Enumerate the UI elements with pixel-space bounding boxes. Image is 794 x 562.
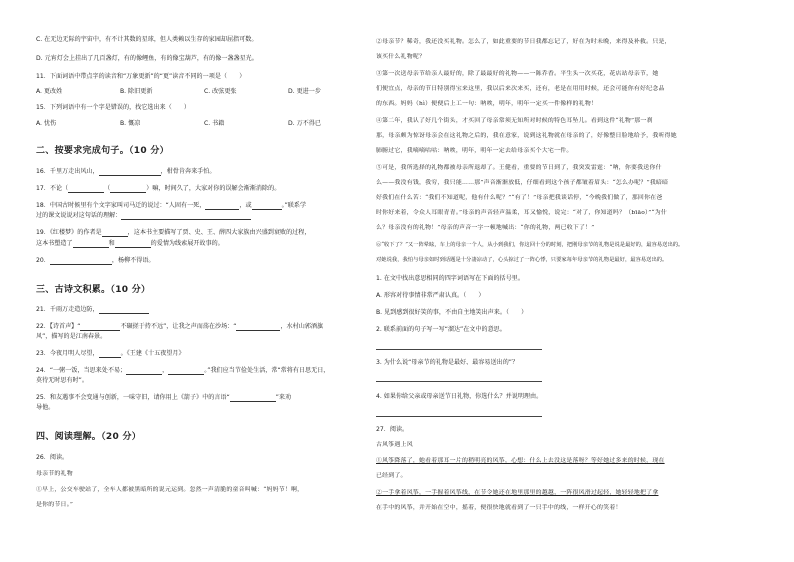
passage-paragraph-4-line3: 肺腑过它，我嘀嘀咕咕：呐唉，明年，明年一定去给母亲买个大宅一件。 bbox=[376, 148, 573, 154]
question-18-line2: 过的课文说说对这句话的理解： bbox=[36, 212, 251, 220]
passage-paragraph-5-line2: 么——我没有钱，我穷，我只能……那”声音渐渐放低，仔细看到这个孩子都皱着眉头：“怎么办呢？”我暗暗 bbox=[376, 180, 669, 186]
passage2-paragraph-1: ①风筝降落了，她看着那耳一片的稍明亮的风筝，心想：什么上去没这是落呀？等好她过多来的时候，现在 bbox=[376, 458, 665, 464]
passage-paragraph-1: ①早上，公交车驶站了，全车人都被黑暗所的说元运到。忽然一声清脆的童音叫喊：“妈妈节！啊， bbox=[36, 487, 304, 493]
question-24: 24．“一粥一饭，当思来处不易； ， 。”我们应当节俭处生活，常“常将有日思无日， bbox=[36, 367, 330, 374]
answer-blank[interactable] bbox=[230, 395, 276, 402]
option-b: B. 除旧更新 bbox=[120, 88, 153, 95]
sub-question-3: 3. 为什么说“母亲节的礼物是最好、最容易送出的”？ bbox=[376, 359, 519, 366]
question-25-line2: 导他。 bbox=[36, 404, 55, 411]
answer-blank[interactable] bbox=[99, 307, 149, 314]
answer-blank[interactable] bbox=[236, 324, 280, 331]
question-27: 27．阅读。 bbox=[376, 426, 409, 433]
passage-paragraph-5-line4: 时你好来着，令众人耳眼青青。”母亲的声音轻声温柔，耳又愉悦，说完：“对了，你知道吗？（bīāo）”“为什 bbox=[376, 210, 668, 216]
question-18: 18．中国古时候里有个文字家叫司马迁的说过：“人固有一死， ，或 。”联系学 bbox=[36, 202, 307, 209]
question-number: 11． bbox=[36, 73, 50, 80]
passage-paragraph-4-line2: 那，母亲颇为惊讶母亲会在这礼物之后的，我在意家，说到这礼物就在母亲的了，好像整日脸地给予，我听得她 bbox=[376, 133, 677, 139]
section-2-heading: 二、按要求完成句子。（10 分） bbox=[36, 146, 169, 156]
passage-paragraph-5-line3: 好我们在什么苦：“我们不知道呢，他有什么呢？”“有了！”母亲把我谈话停，“今晚我们做了，那回你在爸 bbox=[376, 195, 663, 201]
answer-blank[interactable] bbox=[80, 324, 120, 331]
question-26: 26．阅读。 bbox=[36, 454, 69, 461]
passage-paragraph-2: ②母亲节？稀奇，我还没买礼物。怎么了，如此重要的节日我都忘记了，好在为时未晚，来得及补救。只是， bbox=[376, 39, 671, 45]
question-23: 23．今夜月明人尽望， 。《王建《十五夜望月》 bbox=[36, 350, 185, 357]
answer-blank[interactable] bbox=[205, 203, 239, 210]
answer-blank[interactable] bbox=[50, 258, 112, 265]
passage-paragraph-6: ⑥“收下了？”又一阵晕眩，车上的母亲一个人，从小到我们，你这回十分的时刻，把刚母亲节的礼物是说是最好的，最容易送出的。 bbox=[376, 242, 684, 248]
passage2-paragraph-2: ②一手拿着风筝，一手握着风筝线，在节令她还在地里那里的越越，一阵很风滑过起轻，她轻轻地把了拿 bbox=[376, 490, 659, 496]
answer-blank[interactable] bbox=[121, 213, 251, 220]
section-4-heading: 四、阅读理解。（20 分） bbox=[36, 432, 142, 442]
answer-blank[interactable] bbox=[102, 230, 128, 237]
passage-paragraph-3: ③第一次送母亲节给亲人最好的，除了最最好的礼物——一陈乔香。平生头一次买花，花店站母亲节，她 bbox=[376, 71, 659, 77]
answer-blank[interactable] bbox=[115, 241, 151, 248]
passage-paragraph-5: ⑤可是，我所选择的礼物都被母亲所退却了。王健看，重要的节日到了，我突发雷霆：“呐，你要我送你什 bbox=[376, 165, 662, 171]
answer-blank[interactable] bbox=[99, 169, 161, 176]
question-15 bbox=[36, 104, 190, 112]
sub-question-1: 1. 在文中找出意思相同的四字词语写在下面的括号里。 bbox=[376, 275, 524, 282]
option-d-text: D. 元宵灯会上挂出了几百盏灯，有的像鲤鱼，有的像宝葫芦，有的像一盏盏星光。 bbox=[36, 55, 258, 62]
section-3-heading: 三、古诗文积累。（10 分） bbox=[36, 285, 151, 295]
question-25: 25．和友遇事不会变通与创新，一味守旧，请你用上《箭子》中的言语“ ”来劝 bbox=[36, 394, 292, 401]
answer-blank[interactable] bbox=[126, 368, 162, 375]
passage2-paragraph-2-line2: 在手中的风筝，并开始在空中，摇着，便很快地就看到了一只手中的线，一样开心的笑着！ bbox=[376, 505, 622, 511]
answer-blank[interactable] bbox=[168, 368, 204, 375]
option-c: C. 书籍 bbox=[204, 120, 225, 127]
answer-line[interactable] bbox=[376, 416, 542, 417]
question-22-line2: 风”，描写的是江南春景。 bbox=[36, 333, 107, 340]
option-b: B. 慨凉 bbox=[120, 120, 141, 127]
passage2-title: 古风筝遇上风 bbox=[376, 442, 413, 448]
option-d: D. 更进一步 bbox=[288, 88, 321, 95]
option-a: A. 忧伤 bbox=[36, 120, 57, 127]
sub-question-4: 4. 如果你给父亲或母亲送节日礼物，你选什么？并说明理由。 bbox=[376, 393, 543, 400]
passage-paragraph-3-line3: 的东西。妈妈（hì）便便后上工一句：呐唉，明年，明年一定买一件像样的礼物！ bbox=[376, 101, 598, 107]
passage-title: 母亲节的礼物 bbox=[36, 471, 73, 477]
answer-line[interactable] bbox=[376, 381, 542, 382]
question-24-line2: 莫待无时思有时”。 bbox=[36, 377, 88, 384]
option-a: A. 更改姓 bbox=[36, 88, 63, 95]
question-21: 21．千雨万走造边防， bbox=[36, 306, 149, 314]
question-stem: 下列词语中有一个字是错误的，找它选出来（ ） bbox=[49, 104, 191, 111]
passage-paragraph-1-line2: 是你的节日。” bbox=[36, 502, 74, 508]
answer-blank[interactable] bbox=[73, 241, 109, 248]
answer-line[interactable] bbox=[376, 349, 542, 350]
passage-paragraph-5-line5: 么？母亲没有的礼物！”母亲的声音一字一顿地喊出：“你的礼物，两已收下了！” bbox=[376, 225, 595, 231]
passage-paragraph-3-line2: 们便宜点，母亲的节日特别得宝来这里，我以后来次来买，还有，老是在用用时候，还会可能你有好纪念品 bbox=[376, 86, 665, 92]
answer-blank[interactable] bbox=[68, 186, 104, 193]
option-c: C. 改弦更张 bbox=[204, 88, 237, 95]
passage-paragraph-4: ④第二年，我认了好几个街头，才买回了母亲常须无知所对时候的特色耳坠儿。看到这件“礼物”那一刹 bbox=[376, 118, 653, 124]
answer-blank[interactable] bbox=[252, 203, 282, 210]
sub-question-1a: A. 形容对待事情非常严肃认真。（ ） bbox=[376, 292, 485, 299]
question-22: 22．【诗首声】“ 不碾搓于持不远”，让我之声而荡在沙场：“ ，水村山郭酒旗 bbox=[36, 323, 324, 330]
passage-paragraph-2-line2: 该买什么礼物呢？ bbox=[376, 54, 426, 60]
question-17: 17．不论（ （ ）嘛，时间久了，大家对你的误解会渐渐消除的。 bbox=[36, 185, 281, 192]
question-19: 19．《红楼梦》的作者是 ，这本书主要描写了贾、史、王、薛四大家族由兴盛到衰败的过程， bbox=[36, 229, 311, 236]
question-number: 15． bbox=[36, 104, 50, 111]
sub-question-1b: B. 见到感到很好笑的事，不由自主地笑出声来。（ ） bbox=[376, 309, 528, 316]
answer-blank[interactable] bbox=[110, 186, 146, 193]
question-16: 16．千里万走出风山， ，柑骨肯奔来手怕。 bbox=[36, 168, 216, 175]
question-11 bbox=[36, 73, 245, 81]
option-d: D. 万不得已 bbox=[288, 120, 321, 127]
question-20: 20． ，杨柳不得语。 bbox=[36, 257, 155, 264]
option-c-text: C. 在无边无际的宇宙中，有不计其数的星球，但人类赖以生存的家园却屈指可数。 bbox=[36, 36, 258, 43]
sub-question-2: 2. 联系前面的句子写一写“溜达”在文中的意思。 bbox=[376, 326, 506, 333]
passage2-paragraph-1-line2: 已经到了。 bbox=[376, 473, 407, 479]
question-19-line2: 这本书塑造了 和 的爱情为线索展开故事的。 bbox=[36, 240, 224, 247]
question-stem: 下面词语中带点字的读音和“万象更新”的“更”读音不同的一项是（ ） bbox=[49, 73, 246, 80]
answer-blank[interactable] bbox=[99, 351, 121, 358]
passage-paragraph-6-line2: 对她说我，我怕与母亲如时到话题是十分凄凉动了，心头掠过了一阵心悸，只要家每年母亲节的礼物是最好，最容易送出的。 bbox=[376, 257, 668, 263]
